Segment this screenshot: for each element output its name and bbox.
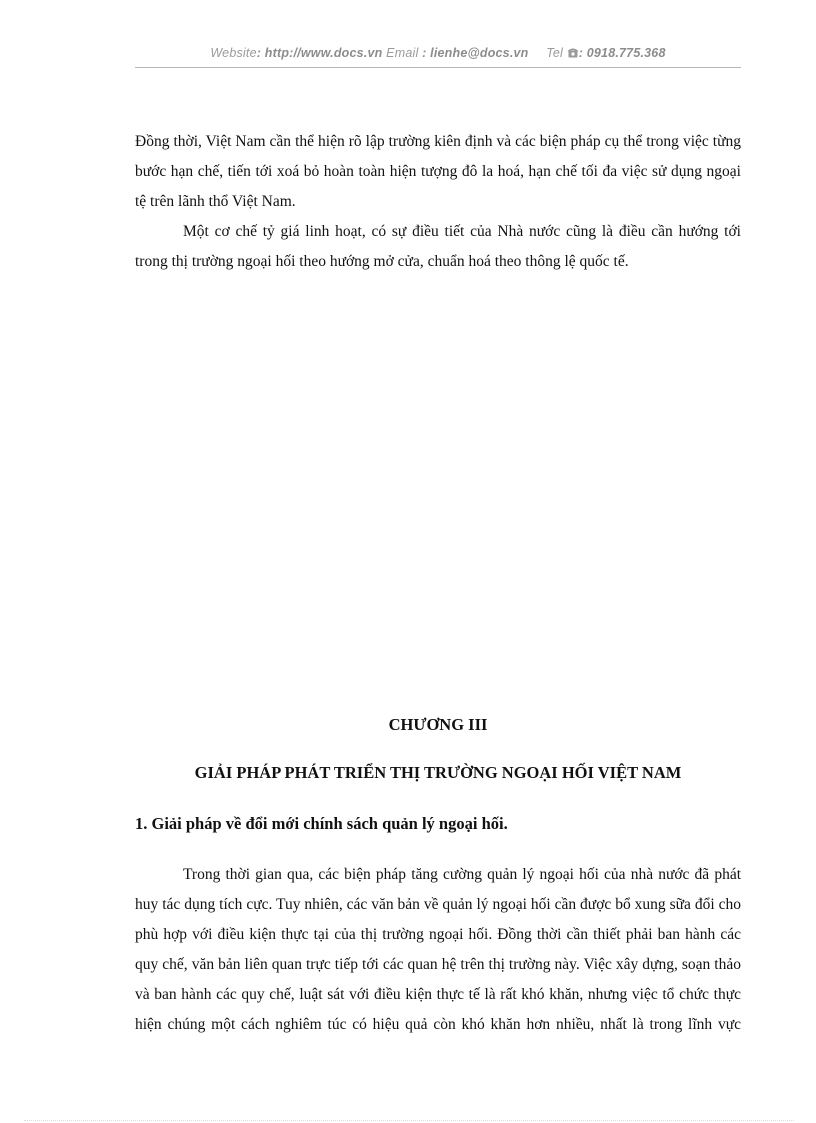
intro-paragraph-2: Một cơ chế tỷ giá linh hoạt, có sự điều tiết của Nhà nước cũng là điều cần hướng tới trong thị trường ngoại hối theo hướng mở cửa, chuẩn hoá theo thông lệ quốc tế. [135, 223, 741, 270]
intro-text [135, 127, 741, 277]
section-heading: 1. Giải pháp về đổi mới chính sách quản lý ngoại hối. [135, 814, 508, 833]
email-label: Email [386, 46, 419, 60]
email-address[interactable]: : lienhe@docs.vn [418, 46, 529, 60]
website-label: Website [210, 46, 257, 60]
header-divider [135, 67, 741, 68]
chapter-title: GIẢI PHÁP PHÁT TRIỂN THỊ TRƯỜNG NGOẠI HỐI VIỆT NAM [194, 763, 682, 782]
intro-paragraph-1: Đồng thời, Việt Nam cần thể hiện rõ lập trường kiên định và các biện pháp cụ thể trong việc từng bước hạn chế, tiến tới xoá bỏ hoàn toàn hiện tượng đô la hoá, hạn chế tối đa việc sử dụng ngoại tệ trên lãnh thổ Việt Nam. [135, 133, 741, 210]
chapter-number: CHƯƠNG III [388, 715, 488, 734]
phone-icon [567, 47, 579, 58]
section-paragraph: Trong thời gian qua, các biện pháp tăng cường quản lý ngoại hối của nhà nước đã phát huy tác dụng tích cực. Tuy nhiên, các văn bản về quản lý ngoại hối cần được bổ xung sữa đổi cho phù hợp với điều kiện thực tại của thị trường ngoại hối. Đồng thời cần thiết phải ban hành các quy chế, văn bản liên quan trực tiếp tới các quan hệ trên thị trường này. Việc xây dựng, soạn thảo và ban hành các quy chế, luật sát với điều kiện thực tế là rất khó khăn, nhưng việc tổ chức thực hiện chúng một cách nghiêm túc có hiệu quả còn khó khăn hơn nhiều, nhất là trong lĩnh vực [135, 866, 741, 1033]
section-text [135, 860, 741, 1040]
page-header [135, 46, 741, 60]
tel-number[interactable]: : 0918.775.368 [578, 46, 666, 60]
website-url[interactable]: : http://www.docs.vn [256, 46, 383, 60]
tel-label: Tel [546, 46, 564, 60]
page-bottom-divider [24, 1120, 794, 1121]
